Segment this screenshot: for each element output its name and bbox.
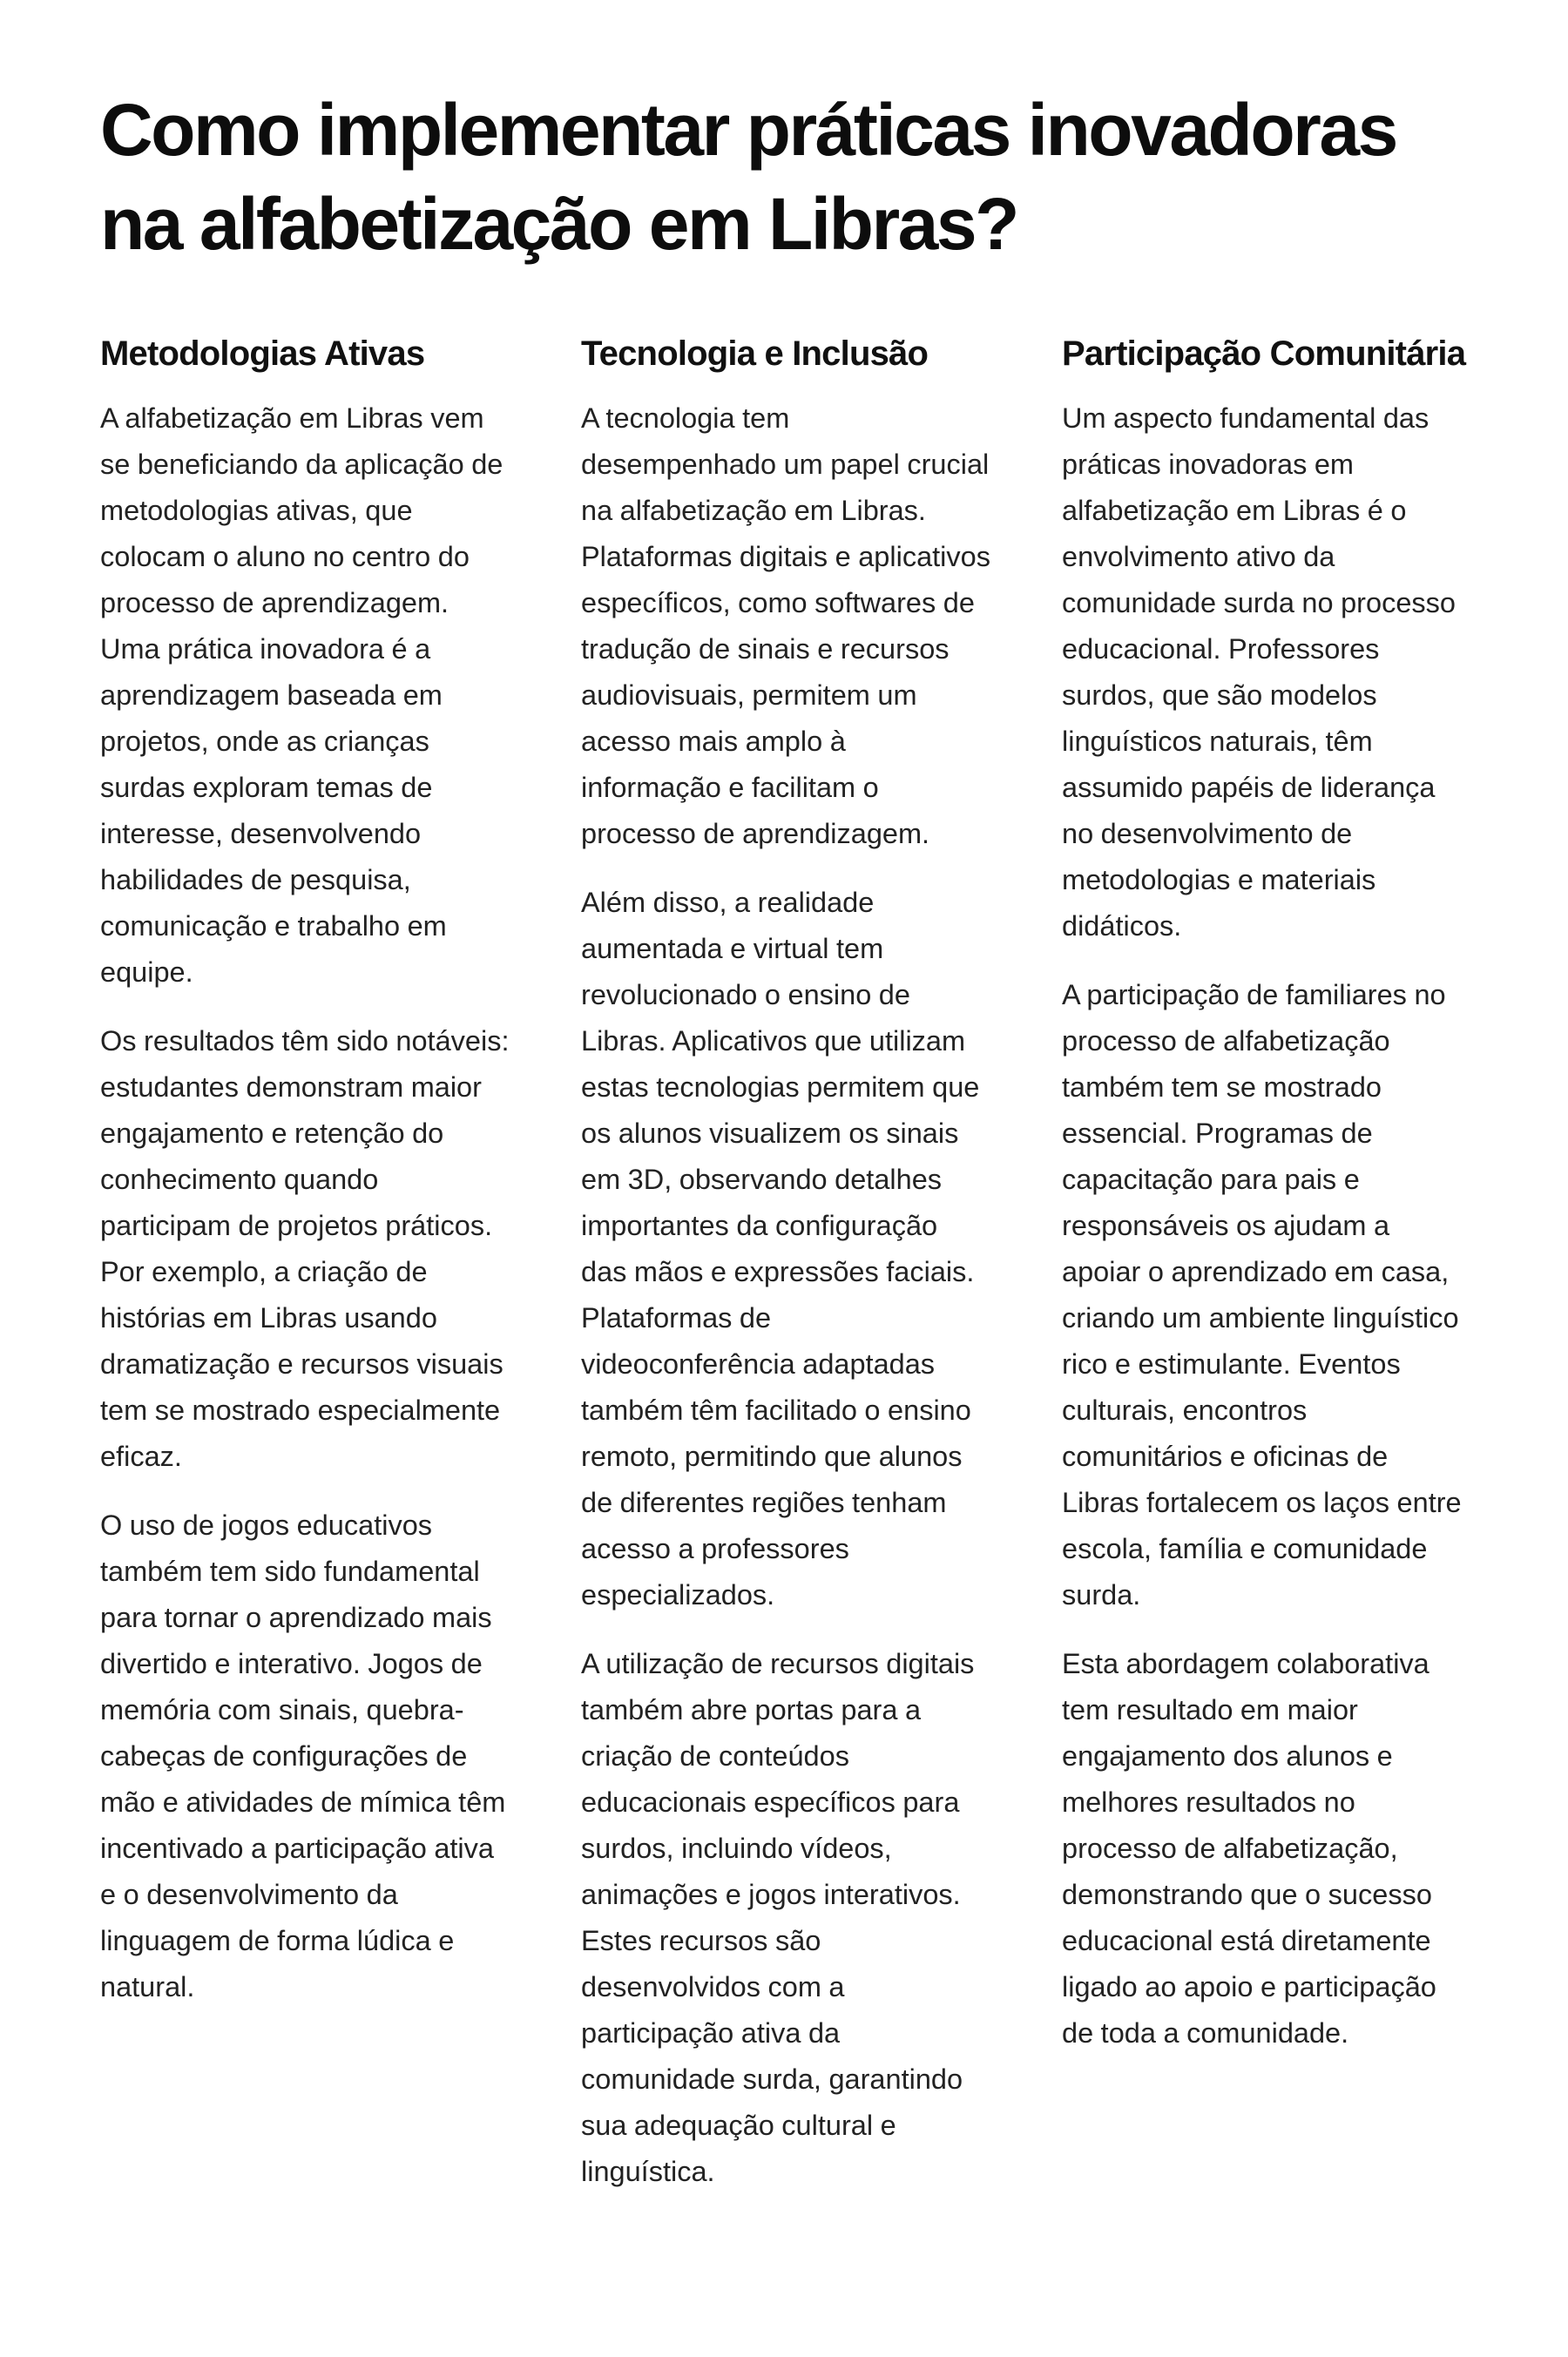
page-title: Como implementar práticas inovadoras na alfabetização em Libras? [100,89,1396,265]
column-paragraph: A participação de familiares no processo de alfabetização também tem se mostrado essencial. Programas de capacitação para pais e responsáveis os ajudam a apoiar o aprendizado em casa, criando um ambiente linguístico rico e estimulante. Eventos culturais, encontros comunitários e oficinas de Libras fortalecem os laços entre escola, família e comunidade surda. [1062,979,1462,1611]
column-paragraph: Um aspecto fundamental das práticas inovadoras em alfabetização em Libras é o envolvimento ativo da comunidade surda no processo educacional. Professores surdos, que são modelos linguísticos naturais, têm assumido papéis de liderança no desenvolvimento de metodologias e materiais didáticos. [1062,402,1456,942]
column-paragraph: Esta abordagem colaborativa tem resultado em maior engajamento dos alunos e melhores resultados no processo de alfabetização, demonstrando que o sucesso educacional está diretamente ligado ao apoio e participação de toda a comunidade. [1062,1648,1436,2049]
document-page [100,83,1477,2187]
column-heading: Tecnologia e Inclusão [581,334,929,373]
column-paragraph: Além disso, a realidade aumentada e virtual tem revolucionado o ensino de Libras. Aplicativos que utilizam estas tecnologias permitem que os alunos visualizem os sinais em 3D, observando detalhes importantes da configuração das mãos e expressões faciais. Plataformas de videoconferência adaptadas também têm facilitado o ensino remoto, permitindo que alunos de diferentes regiões tenham acesso a professores especializados. [581,887,980,1611]
column-paragraph: O uso de jogos educativos também tem sido fundamental para tornar o aprendizado mais divertido e interativo. Jogos de memória com sinais, quebra-cabeças de configurações de mão e atividades de mímica têm incentivado a participação ativa e o desenvolvimento da linguagem de forma lúdica e natural. [100,1509,506,2002]
content-columns [100,332,1477,2335]
column-paragraph: Os resultados têm sido notáveis: estudantes demonstram maior engajamento e retenção do conhecimento quando participam de projetos práticos. Por exemplo, a criação de histórias em Libras usando dramatização e recursos visuais tem se mostrado especialmente eficaz. [100,1025,510,1472]
column-paragraph: A tecnologia tem desempenhado um papel crucial na alfabetização em Libras. Plataformas digitais e aplicativos específicos, como softwares de tradução de sinais e recursos audiovisuais, permitem um acesso mais amplo à informação e facilitam o processo de aprendizagem. [581,402,990,849]
column-tecnologia-inclusao [581,332,990,2218]
column-paragraph: A utilização de recursos digitais também abre portas para a criação de conteúdos educacionais específicos para surdos, incluindo vídeos, animações e jogos interativos. Estes recursos são desenvolvidos com a participação ativa da comunidade surda, garantindo sua adequação cultural e linguística. [581,1648,975,2187]
column-paragraph: A alfabetização em Libras vem se beneficiando da aplicação de metodologias ativas, que colocam o aluno no centro do processo de aprendizagem. Uma prática inovadora é a aprendizagem baseada em projetos, onde as crianças surdas exploram temas de interesse, desenvolvendo habilidades de pesquisa, comunicação e trabalho em equipe. [100,402,504,988]
column-metodologias-ativas [100,332,510,2033]
column-heading: Participação Comunitária [1062,334,1466,373]
column-participacao-comunitaria [1062,332,1471,2079]
column-heading: Metodologias Ativas [100,334,425,373]
